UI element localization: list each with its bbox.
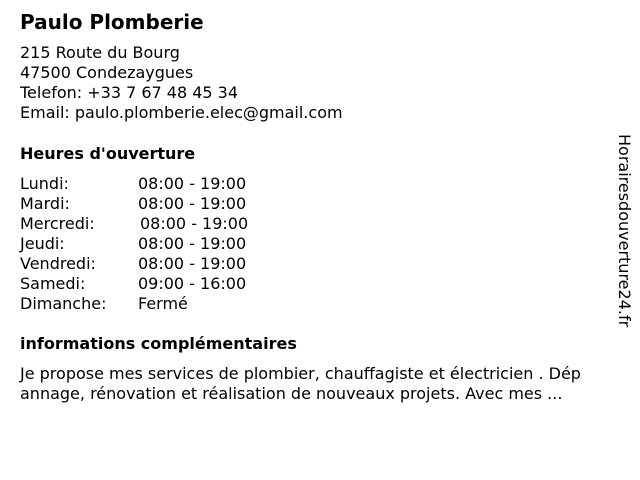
hours-day: Mercredi:	[20, 214, 95, 233]
hours-time: Fermé	[138, 294, 188, 313]
hours-time: 08:00 - 19:00	[140, 214, 249, 233]
hours-day: Mardi:	[20, 194, 70, 213]
info-section-title: informations complémentaires	[20, 334, 297, 353]
contact-block	[20, 43, 343, 123]
hours-day: Lundi:	[20, 174, 69, 193]
address-city: 47500 Condezaygues	[20, 63, 194, 82]
hours-time: 08:00 - 19:00	[138, 254, 247, 273]
hours-time: 08:00 - 19:00	[138, 194, 247, 213]
hours-time: 09:00 - 16:00	[138, 274, 247, 293]
hours-day: Samedi:	[20, 274, 86, 293]
email-address: Email: paulo.plomberie.elec@gmail.com	[20, 103, 343, 122]
business-description	[20, 364, 632, 404]
description-line: Je propose mes services de plombier, chauffagiste et électricien . Dép	[20, 364, 581, 383]
site-watermark: Horairesdouverture24.fr	[615, 134, 634, 328]
business-name: Paulo Plomberie	[20, 10, 204, 34]
hours-day: Vendredi:	[20, 254, 96, 273]
address-street: 215 Route du Bourg	[20, 43, 180, 62]
hours-section-title: Heures d'ouverture	[20, 144, 196, 163]
phone-number: Telefon: +33 7 67 48 45 34	[20, 83, 239, 102]
hours-time: 08:00 - 19:00	[138, 174, 247, 193]
description-line: annage, rénovation et réalisation de nouveaux projets. Avec mes ...	[20, 384, 563, 403]
hours-day: Dimanche:	[20, 294, 107, 313]
hours-day: Jeudi:	[20, 234, 65, 253]
hours-time: 08:00 - 19:00	[138, 234, 247, 253]
